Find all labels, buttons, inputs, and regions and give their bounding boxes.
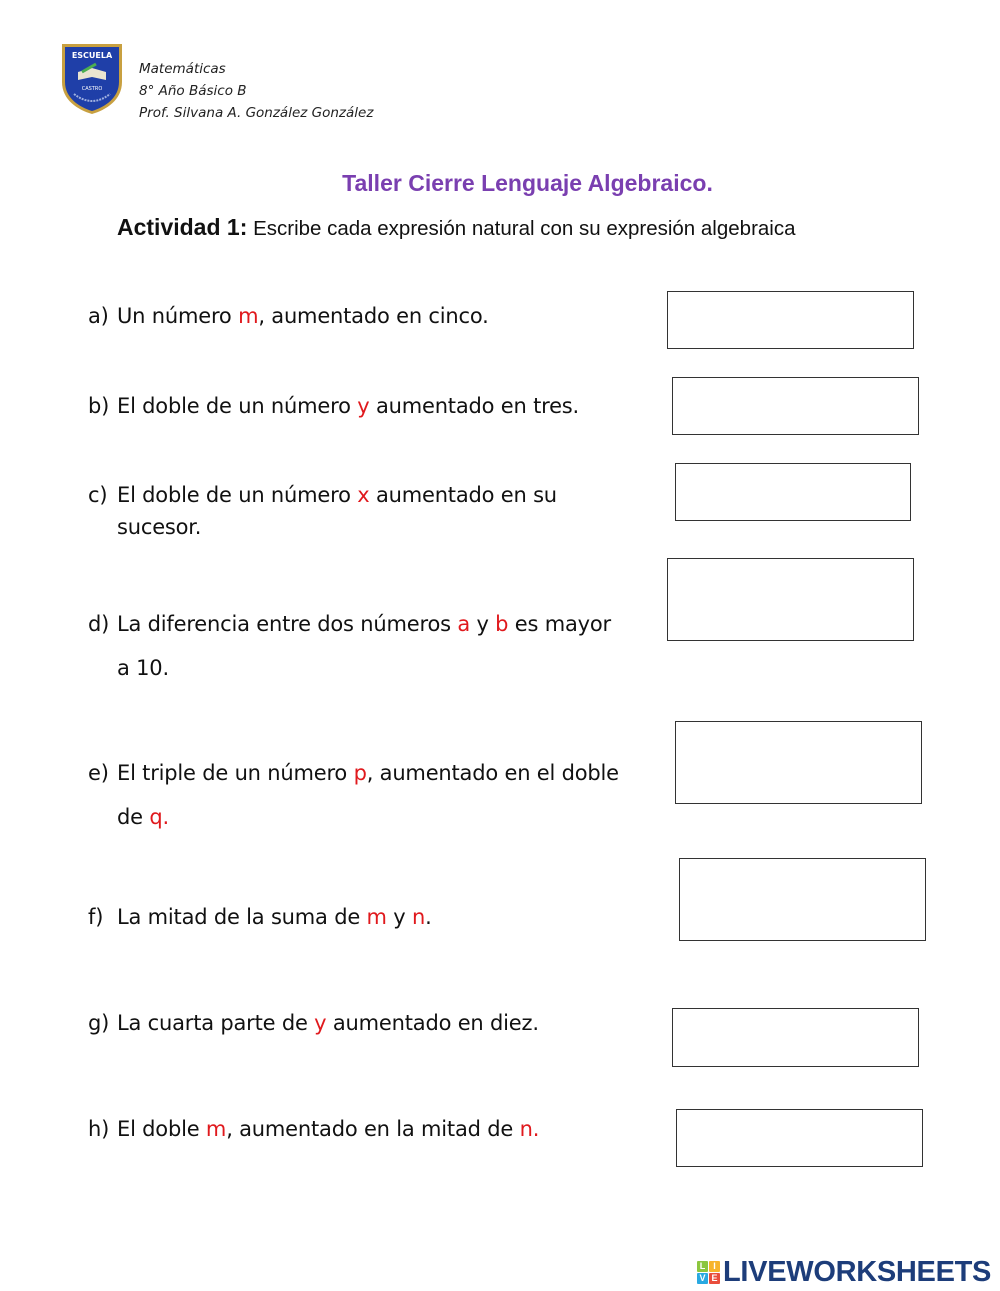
activity-label: Actividad 1: — [117, 214, 248, 240]
answer-box-f[interactable] — [679, 858, 926, 941]
question-text: de — [117, 805, 150, 829]
subject: Matemáticas — [139, 61, 226, 77]
teacher: Prof. Silvana A. González González — [139, 105, 374, 121]
question-text: es mayor — [508, 612, 611, 636]
question-text: , aumentado en la mitad de — [226, 1117, 520, 1141]
question-letter: d) — [88, 612, 110, 636]
question-letter: c) — [88, 483, 108, 507]
question-text: sucesor. — [117, 515, 202, 539]
question-letter: f) — [88, 905, 104, 929]
question-continuation — [88, 511, 557, 543]
liveworksheets-logo[interactable] — [697, 1256, 991, 1289]
answer-box-c[interactable] — [675, 463, 911, 521]
question-text: El doble de un número — [117, 483, 358, 507]
answer-box-g[interactable] — [672, 1008, 919, 1067]
variable: y — [314, 1011, 327, 1035]
variable: m — [366, 905, 387, 929]
variable: m — [205, 1117, 227, 1141]
activity-instruction — [117, 214, 796, 241]
question-letter: e) — [88, 761, 109, 785]
question-text: aumentado en su — [369, 483, 557, 507]
question-d — [88, 602, 611, 690]
question-letter: g) — [88, 1011, 110, 1035]
activity-text: Escribe cada expresión natural con su expresión algebraica — [247, 217, 796, 240]
question-text: La mitad de la suma de — [117, 905, 367, 929]
variable: p — [353, 761, 367, 785]
answer-box-b[interactable] — [672, 377, 919, 435]
question-text: El triple de un número — [117, 761, 354, 785]
question-text: La cuarta parte de — [117, 1011, 315, 1035]
question-e — [88, 751, 619, 839]
variable: a — [457, 612, 470, 636]
question-c — [88, 479, 557, 543]
svg-text:CASTRO: CASTRO — [81, 86, 103, 92]
question-text: aumentado en diez. — [326, 1011, 539, 1035]
brand-name: LIVEWORKSHEETS — [723, 1256, 992, 1288]
question-letter: h) — [88, 1117, 110, 1141]
course-info — [139, 58, 373, 124]
school-shield-icon — [60, 42, 124, 116]
question-text: . — [425, 905, 432, 929]
variable: m — [238, 304, 259, 328]
question-letter: a) — [88, 304, 109, 328]
variable: y — [357, 394, 370, 418]
question-text: a 10. — [117, 656, 169, 680]
question-text: y — [386, 905, 412, 929]
variable: x — [357, 483, 370, 507]
answer-box-a[interactable] — [667, 291, 914, 349]
question-text: , aumentado en el doble — [366, 761, 619, 785]
answer-box-e[interactable] — [675, 721, 922, 804]
question-text: , aumentado en cinco. — [258, 304, 489, 328]
svg-text:ESCUELA: ESCUELA — [71, 51, 113, 60]
question-h — [88, 1113, 539, 1145]
variable: n. — [519, 1117, 540, 1141]
question-b — [88, 390, 579, 422]
question-g — [88, 1007, 539, 1039]
answer-box-h[interactable] — [676, 1109, 923, 1167]
question-text: La diferencia entre dos números — [117, 612, 458, 636]
question-continuation — [88, 646, 611, 690]
question-text: y — [469, 612, 496, 636]
variable: b — [495, 612, 509, 636]
question-text: aumentado en tres. — [369, 394, 580, 418]
answer-box-d[interactable] — [667, 558, 914, 641]
question-a — [88, 300, 489, 332]
question-continuation — [88, 795, 619, 839]
school-logo — [60, 42, 124, 116]
course: 8° Año Básico B — [139, 83, 247, 99]
variable: q. — [149, 805, 169, 829]
worksheet-title: Taller Cierre Lenguaje Algebraico. — [342, 170, 713, 196]
question-f — [88, 901, 432, 933]
question-letter: b) — [88, 394, 110, 418]
question-text: Un número — [117, 304, 239, 328]
question-text: El doble — [117, 1117, 206, 1141]
live-tiles-icon: L I V E — [697, 1261, 720, 1284]
variable: n — [411, 905, 426, 929]
question-text: El doble de un número — [117, 394, 358, 418]
